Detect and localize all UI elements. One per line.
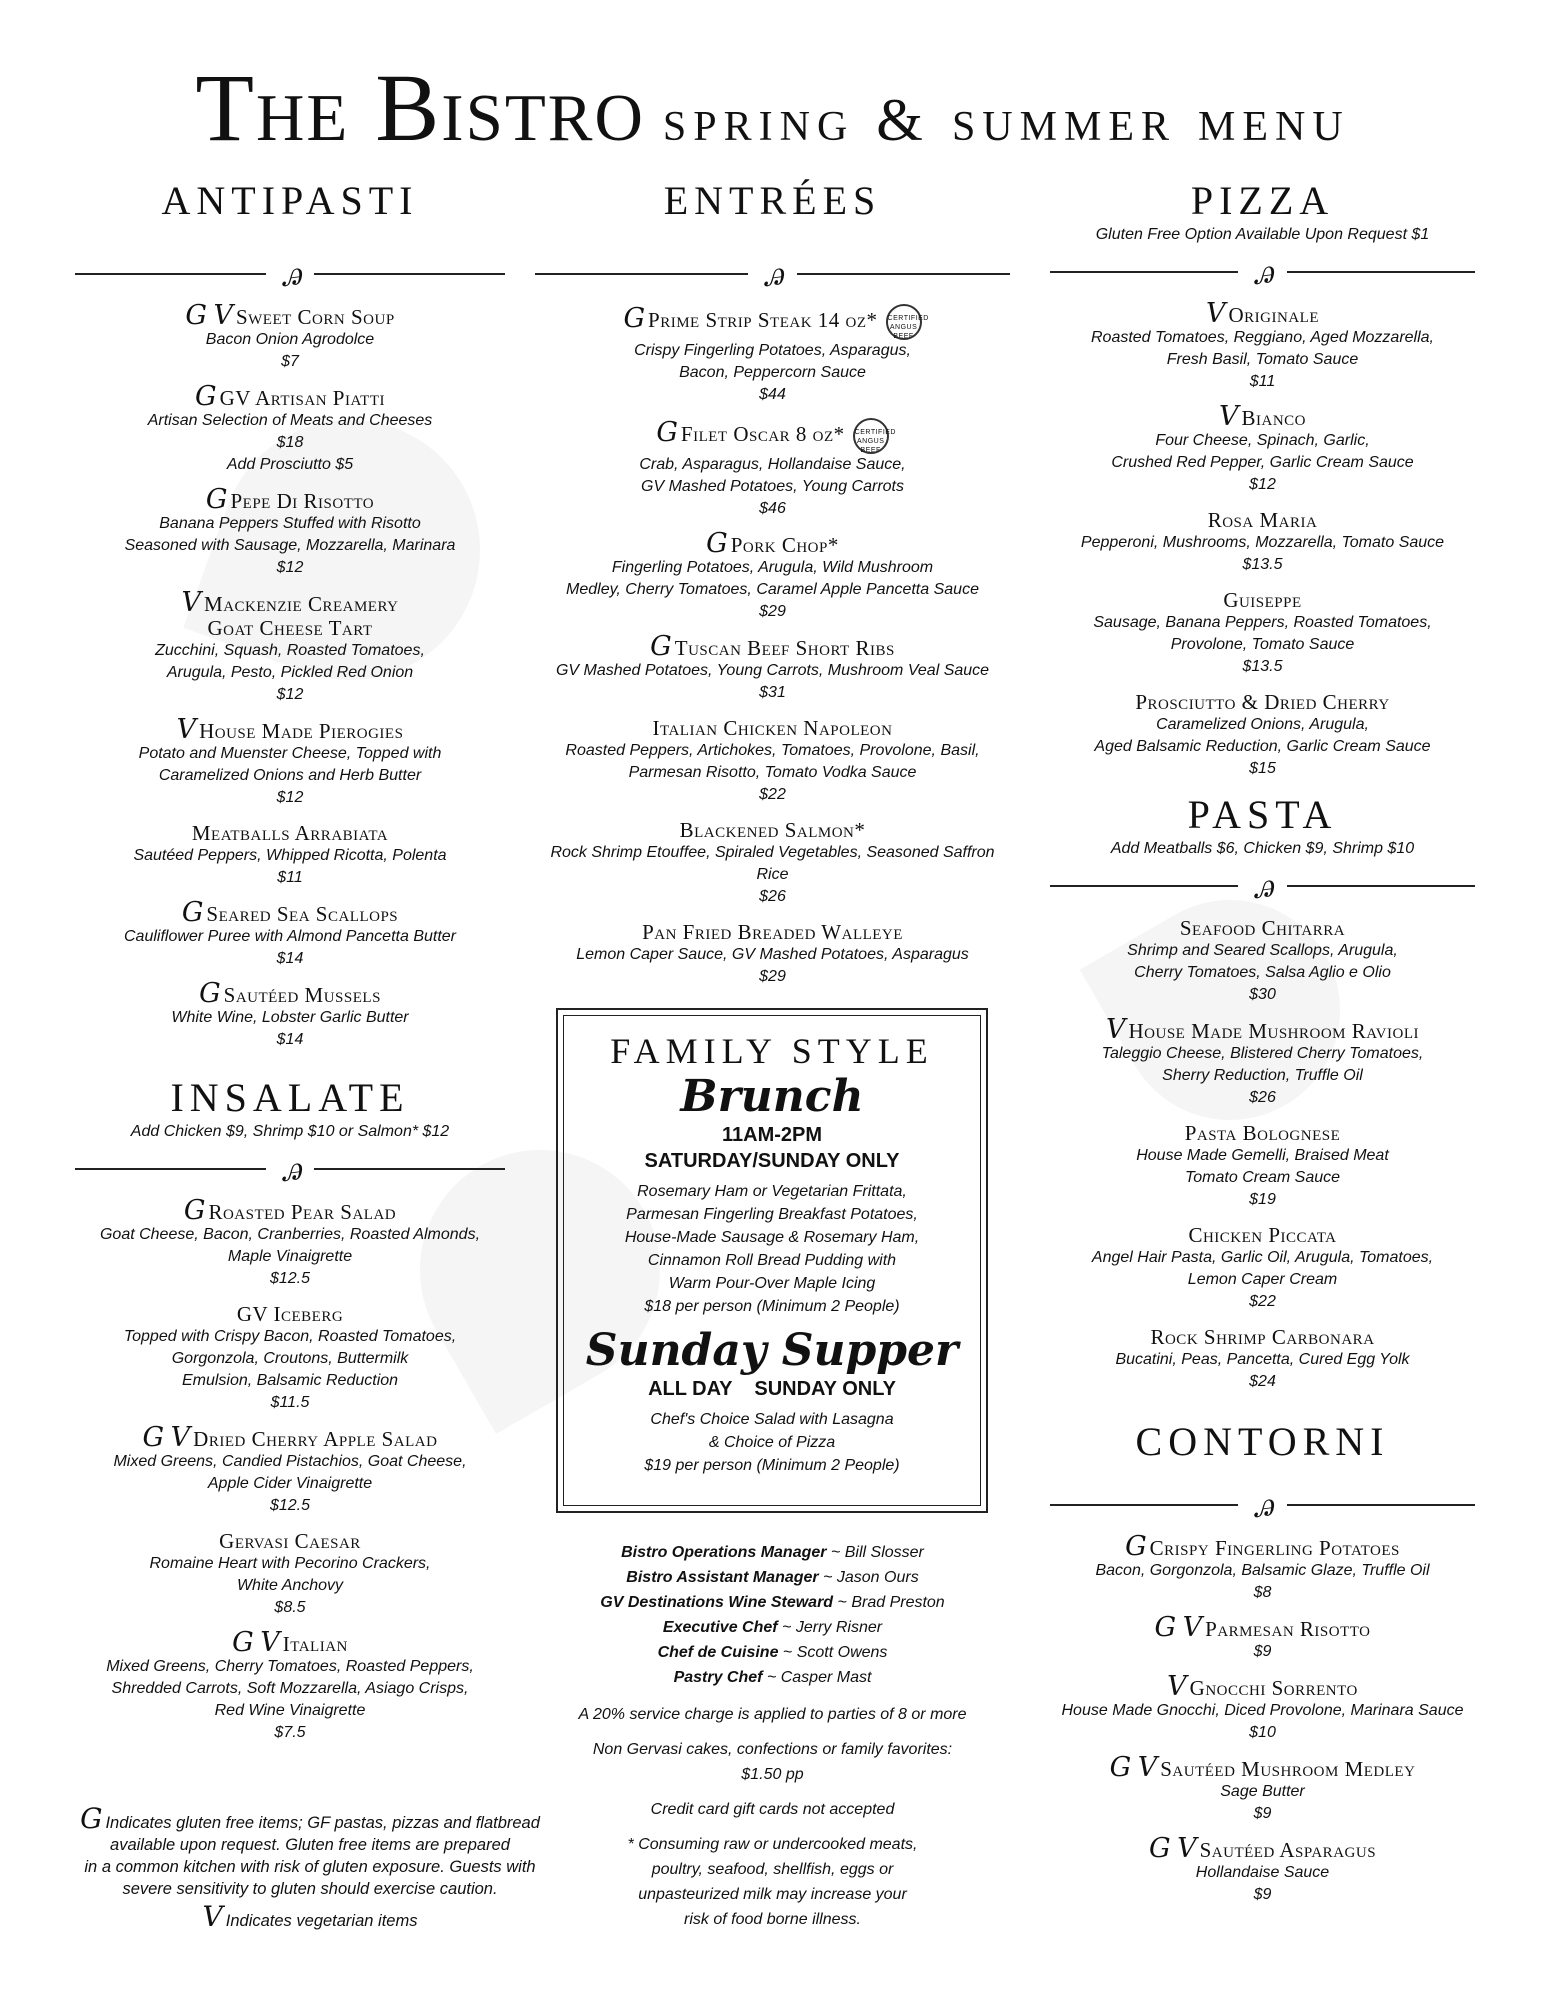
flourish-icon: ꭿ bbox=[1249, 250, 1276, 294]
family-style-box bbox=[556, 1008, 988, 1513]
item-name: House Made Pierogies bbox=[199, 719, 404, 743]
menu-item bbox=[75, 587, 505, 706]
item-description: Cauliflower Puree with Almond Pancetta Butter bbox=[123, 928, 456, 945]
section-note bbox=[75, 226, 505, 246]
certified-angus-beef-icon: CERTIFIED ANGUS BEEF bbox=[886, 304, 922, 340]
item-description: Four Cheese, Spinach, Garlic, Crushed Red Pepper, Garlic Cream Sauce bbox=[1111, 432, 1414, 471]
dietary-mark-icon: G bbox=[650, 631, 671, 662]
item-name-line bbox=[1050, 1531, 1475, 1562]
item-name: Pasta Bolognese bbox=[1184, 1121, 1341, 1145]
menu-item bbox=[1050, 1121, 1475, 1211]
item-description: White Wine, Lobster Garlic Butter bbox=[171, 1009, 409, 1026]
section-note: Add Chicken $9, Shrimp $10 or Salmon* $12 bbox=[130, 1123, 450, 1140]
staff-name: ~ Bill Slosser bbox=[830, 1544, 924, 1561]
sunday-supper-description: Chef's Choice Salad with Lasagna & Choice of Pizza $19 per person (Minimum 2 People) bbox=[644, 1411, 900, 1474]
staff-row bbox=[535, 1590, 1010, 1615]
column-left bbox=[75, 178, 505, 1756]
menu-item bbox=[1050, 1752, 1475, 1825]
item-description: Roasted Peppers, Artichokes, Tomatoes, Provolone, Basil, Parmesan Risotto, Tomato Vodka Sauce bbox=[565, 742, 980, 781]
staff-list bbox=[535, 1540, 1010, 1690]
restaurant-name: The Bistro bbox=[195, 54, 645, 161]
menu-item bbox=[535, 818, 1010, 908]
item-name: Pan Fried Breaded Walleye bbox=[642, 920, 903, 944]
item-name-line bbox=[1050, 1223, 1475, 1247]
dietary-mark-icon: G bbox=[623, 302, 645, 334]
item-name: Guiseppe bbox=[1223, 588, 1302, 612]
item-price: $12 bbox=[276, 686, 304, 703]
item-name: Pork Chop* bbox=[730, 533, 839, 557]
item-price: $12 bbox=[276, 789, 304, 806]
section-note bbox=[1050, 1467, 1475, 1477]
item-description: Bacon, Gorgonzola, Balsamic Glaze, Truffle Oil bbox=[1095, 1562, 1430, 1579]
item-name-line bbox=[75, 1195, 505, 1226]
item-name: Sautéed Mushroom Medley bbox=[1160, 1757, 1416, 1781]
item-name: Sautéed Asparagus bbox=[1199, 1838, 1377, 1862]
menu-item bbox=[75, 1529, 505, 1619]
item-name-line bbox=[75, 821, 505, 845]
gluten-free-legend-text: Indicates gluten free items; GF pastas, pizzas and flatbread available upon request. Gluten free items are prepared in a common kitchen with risk of gluten exposure. Guests with severe sensitivity to gluten should exercise caution. bbox=[84, 1814, 540, 1898]
item-price: $12 bbox=[276, 559, 304, 576]
dietary-mark-icon: V bbox=[1106, 1014, 1125, 1045]
section-heading: PIZZA bbox=[1190, 178, 1335, 223]
section-entrees bbox=[535, 178, 1010, 988]
menu-item bbox=[75, 714, 505, 809]
page-title bbox=[0, 52, 1545, 163]
menu-item bbox=[1050, 690, 1475, 780]
staff-role: Pastry Chef bbox=[673, 1669, 763, 1686]
item-name-line bbox=[1050, 1121, 1475, 1145]
item-description: Sausage, Banana Peppers, Roasted Tomatoes, Provolone, Tomato Sauce bbox=[1093, 614, 1432, 653]
dietary-mark-icon: G bbox=[706, 528, 727, 559]
item-name: Chicken Piccata bbox=[1188, 1223, 1337, 1247]
menu-item bbox=[1050, 1531, 1475, 1604]
item-name-line bbox=[75, 714, 505, 745]
item-name-line bbox=[1050, 508, 1475, 532]
item-description: Artisan Selection of Meats and Cheeses bbox=[147, 412, 433, 429]
staff-name: ~ Scott Owens bbox=[782, 1644, 888, 1661]
item-name-line bbox=[1050, 690, 1475, 714]
item-description: Rock Shrimp Etouffee, Spiraled Vegetables, Seasoned Saffron Rice bbox=[550, 844, 995, 883]
item-name: Gnocchi Sorrento bbox=[1189, 1676, 1358, 1700]
item-name-line bbox=[1050, 1014, 1475, 1045]
item-name: Roasted Pear Salad bbox=[208, 1200, 397, 1224]
staff-name: ~ Jason Ours bbox=[823, 1569, 919, 1586]
menu-subtitle: spring & summer menu bbox=[662, 87, 1350, 153]
item-description: Goat Cheese, Bacon, Cranberries, Roasted Almonds, Maple Vinaigrette bbox=[99, 1226, 481, 1265]
item-name-line bbox=[1050, 401, 1475, 432]
item-name: Pepe Di Risotto bbox=[230, 489, 375, 513]
menu-item bbox=[1050, 1014, 1475, 1109]
section-heading: CONTORNI bbox=[1135, 1419, 1390, 1464]
brunch-title: Brunch bbox=[680, 1071, 864, 1122]
dietary-mark-icon: G V bbox=[232, 1627, 279, 1658]
item-name: Rosa Maria bbox=[1207, 508, 1318, 532]
staff-name: ~ Brad Preston bbox=[837, 1594, 945, 1611]
item-price: $9 bbox=[1253, 1805, 1272, 1822]
menu-item bbox=[75, 1627, 505, 1744]
dietary-mark-icon: G V bbox=[1148, 1833, 1196, 1864]
item-name-line bbox=[75, 1422, 505, 1453]
item-name-line bbox=[75, 978, 505, 1009]
item-price: $14 bbox=[276, 950, 304, 967]
vegetarian-legend bbox=[60, 1900, 560, 1933]
dietary-mark-icon: G bbox=[656, 416, 677, 448]
item-name-line bbox=[1050, 588, 1475, 612]
section-heading: INSALATE bbox=[170, 1075, 410, 1120]
menu-item bbox=[535, 304, 1010, 406]
item-price: $12 bbox=[1249, 476, 1276, 493]
staff-role: Chef de Cuisine bbox=[657, 1644, 779, 1661]
item-name-line bbox=[1050, 298, 1475, 329]
section-note: Gluten Free Option Available Upon Request $1 bbox=[1095, 226, 1430, 243]
item-price: $10 bbox=[1249, 1724, 1276, 1741]
item-description: House Made Gemelli, Braised Meat Tomato Cream Sauce bbox=[1136, 1147, 1389, 1186]
item-name: Crispy Fingerling Potatoes bbox=[1149, 1536, 1400, 1560]
flourish-icon: ꭿ bbox=[1249, 1483, 1276, 1527]
item-price: $13.5 bbox=[1242, 556, 1283, 573]
staff-name: ~ Casper Mast bbox=[766, 1669, 872, 1686]
dietary-mark-icon: G bbox=[205, 484, 227, 515]
item-name: Gervasi Caesar bbox=[219, 1529, 361, 1553]
divider bbox=[75, 254, 505, 294]
dietary-mark-icon: V bbox=[176, 714, 196, 745]
item-description: Pepperoni, Mushrooms, Mozzarella, Tomato Sauce bbox=[1080, 534, 1445, 551]
item-name: Italian bbox=[282, 1632, 348, 1656]
item-description: Caramelized Onions, Arugula, Aged Balsamic Reduction, Garlic Cream Sauce bbox=[1094, 716, 1431, 755]
item-description: Sautéed Peppers, Whipped Ricotta, Polenta bbox=[133, 847, 447, 864]
item-name-line bbox=[1050, 1833, 1475, 1864]
notes-list bbox=[535, 1702, 1010, 1932]
section-heading: PASTA bbox=[1187, 792, 1338, 837]
item-price: $11 bbox=[1249, 373, 1276, 390]
item-price: $46 bbox=[759, 500, 786, 517]
item-name-line bbox=[75, 1302, 505, 1326]
item-price: $12.5 bbox=[269, 1497, 311, 1514]
menu-item bbox=[75, 897, 505, 970]
item-price: $30 bbox=[1249, 986, 1276, 1003]
staff-role: GV Destinations Wine Steward bbox=[600, 1594, 834, 1611]
dietary-mark-icon: G V bbox=[185, 300, 232, 331]
menu-item bbox=[535, 631, 1010, 704]
menu-item bbox=[535, 920, 1010, 988]
brunch-time: 11AM-2PM bbox=[721, 1124, 823, 1146]
menu-item bbox=[75, 300, 505, 373]
family-style-heading: FAMILY STYLE bbox=[610, 1031, 934, 1071]
item-description: GV Mashed Potatoes, Young Carrots, Mushroom Veal Sauce bbox=[555, 662, 990, 679]
flourish-icon: ꭿ bbox=[759, 252, 786, 296]
item-description: Angel Hair Pasta, Garlic Oil, Arugula, Tomatoes, Lemon Caper Cream bbox=[1091, 1249, 1434, 1288]
item-name: House Made Mushroom Ravioli bbox=[1128, 1019, 1419, 1043]
menu-item bbox=[75, 381, 505, 476]
item-name-line bbox=[535, 818, 1010, 842]
item-name: GV Artisan Piatti bbox=[219, 386, 385, 410]
item-name: Originale bbox=[1228, 303, 1319, 327]
staff-and-notes bbox=[535, 1540, 1010, 1942]
divider bbox=[1050, 252, 1475, 292]
item-name-line bbox=[535, 418, 1010, 454]
item-description: Lemon Caper Sauce, GV Mashed Potatoes, Asparagus bbox=[576, 946, 969, 963]
item-description: Crab, Asparagus, Hollandaise Sauce, GV Mashed Potatoes, Young Carrots bbox=[639, 456, 906, 495]
staff-row bbox=[535, 1540, 1010, 1565]
item-description: Topped with Crispy Bacon, Roasted Tomatoes, Gorgonzola, Croutons, Buttermilk Emulsion, Balsamic Reduction bbox=[123, 1328, 457, 1389]
item-name: Mackenzie Creamery bbox=[204, 592, 399, 616]
item-price: $18 bbox=[276, 434, 304, 451]
item-name: Seafood Chitarra bbox=[1179, 916, 1346, 940]
item-name-line bbox=[1050, 1752, 1475, 1783]
dietary-mark-icon: G V bbox=[142, 1422, 190, 1453]
item-name: Sweet Corn Soup bbox=[235, 305, 395, 329]
menu-item bbox=[1050, 916, 1475, 1006]
vegetarian-icon: V bbox=[202, 1900, 222, 1933]
item-price: $26 bbox=[1249, 1089, 1276, 1106]
menu-note: A 20% service charge is applied to parties of 8 or more bbox=[578, 1706, 967, 1723]
menu-item bbox=[1050, 1223, 1475, 1313]
divider bbox=[75, 1149, 505, 1189]
item-add-on: Add Prosciutto $5 bbox=[226, 456, 354, 473]
menu-item bbox=[75, 484, 505, 579]
item-name-line bbox=[535, 631, 1010, 662]
item-price: $22 bbox=[1249, 1293, 1276, 1310]
item-price: $9 bbox=[1253, 1886, 1272, 1903]
dietary-mark-icon: G V bbox=[1154, 1612, 1202, 1643]
menu-note: Non Gervasi cakes, confections or family favorites: $1.50 pp bbox=[592, 1741, 953, 1783]
item-description: Zucchini, Squash, Roasted Tomatoes, Arugula, Pesto, Pickled Red Onion bbox=[155, 642, 425, 681]
item-name-line bbox=[75, 587, 505, 618]
item-name-continued: Goat Cheese Tart bbox=[207, 616, 373, 640]
section-pasta bbox=[1050, 792, 1475, 1393]
item-description: Mixed Greens, Candied Pistachios, Goat Cheese, Apple Cider Vinaigrette bbox=[113, 1453, 467, 1492]
item-description: Crispy Fingerling Potatoes, Asparagus, Bacon, Peppercorn Sauce bbox=[634, 342, 911, 381]
item-price: $8.5 bbox=[274, 1599, 306, 1616]
item-name: Parmesan Risotto bbox=[1205, 1617, 1371, 1641]
dietary-mark-icon: V bbox=[181, 587, 201, 618]
item-description: House Made Gnocchi, Diced Provolone, Marinara Sauce bbox=[1061, 1702, 1464, 1719]
menu-item bbox=[1050, 401, 1475, 496]
item-description: Bacon Onion Agrodolce bbox=[205, 331, 375, 348]
item-name: Meatballs Arrabiata bbox=[191, 821, 389, 845]
item-price: $24 bbox=[1249, 1373, 1276, 1390]
item-name-line bbox=[75, 300, 505, 331]
menu-note: Credit card gift cards not accepted bbox=[650, 1801, 895, 1818]
item-price: $29 bbox=[759, 603, 786, 620]
item-price: $26 bbox=[759, 888, 786, 905]
item-name-line bbox=[75, 897, 505, 928]
item-description: Fingerling Potatoes, Arugula, Wild Mushroom Medley, Cherry Tomatoes, Caramel Apple Pancetta Sauce bbox=[566, 559, 979, 598]
item-description: Potato and Muenster Cheese, Topped with Caramelized Onions and Herb Butter bbox=[138, 745, 442, 784]
item-description: Shrimp and Seared Scallops, Arugula, Cherry Tomatoes, Salsa Aglio e Olio bbox=[1127, 942, 1398, 981]
item-description: Bucatini, Peas, Pancetta, Cured Egg Yolk bbox=[1115, 1351, 1410, 1368]
dietary-mark-icon: G bbox=[199, 978, 220, 1009]
staff-role: Bistro Operations Manager bbox=[621, 1544, 827, 1561]
column-middle bbox=[535, 178, 1010, 1000]
item-price: $12.5 bbox=[269, 1270, 311, 1287]
menu-item bbox=[535, 528, 1010, 623]
brunch-days: SATURDAY/SUNDAY ONLY bbox=[644, 1150, 900, 1172]
section-heading: ENTRÉES bbox=[663, 178, 882, 223]
brunch-description: Rosemary Ham or Vegetarian Frittata, Parmesan Fingerling Breakfast Potatoes, House-Made Sausage & Rosemary Ham, Cinnamon Roll Bread Pudding with Warm Pour-Over Maple Icing $18 per person (Minimum 2 People) bbox=[624, 1183, 920, 1315]
sunday-supper-when: ALL DAY SUNDAY ONLY bbox=[648, 1378, 896, 1400]
gluten-free-icon: G bbox=[80, 1802, 102, 1835]
item-price: $15 bbox=[1249, 760, 1276, 777]
dietary-mark-icon: G bbox=[183, 1195, 205, 1226]
dietary-mark-icon: G bbox=[181, 897, 203, 928]
item-name-line bbox=[75, 381, 505, 412]
section-insalate bbox=[75, 1075, 505, 1744]
item-name: Sautéed Mussels bbox=[223, 983, 381, 1007]
item-price: $7 bbox=[281, 353, 299, 370]
dietary-mark-icon: G V bbox=[1109, 1752, 1157, 1783]
menu-item bbox=[535, 418, 1010, 520]
menu-item bbox=[1050, 298, 1475, 393]
item-name-line bbox=[535, 528, 1010, 559]
item-price: $22 bbox=[759, 786, 786, 803]
dietary-mark-icon: G bbox=[195, 381, 216, 412]
vegetarian-legend-text: Indicates vegetarian items bbox=[225, 1912, 418, 1930]
item-price: $7.5 bbox=[274, 1724, 306, 1741]
certified-angus-beef-icon: CERTIFIED ANGUS BEEF bbox=[853, 418, 889, 454]
item-price: $11 bbox=[277, 869, 303, 886]
menu-item bbox=[1050, 508, 1475, 576]
item-name-line bbox=[1050, 1612, 1475, 1643]
staff-role: Bistro Assistant Manager bbox=[626, 1569, 819, 1586]
section-note: Add Meatballs $6, Chicken $9, Shrimp $10 bbox=[1110, 840, 1415, 857]
item-price: $8 bbox=[1253, 1584, 1272, 1601]
menu-item bbox=[1050, 1671, 1475, 1744]
item-name: Bianco bbox=[1241, 406, 1306, 430]
item-description: Romaine Heart with Pecorino Crackers, White Anchovy bbox=[149, 1555, 431, 1594]
section-pizza bbox=[1050, 178, 1475, 780]
menu-item bbox=[75, 1302, 505, 1414]
item-name: Italian Chicken Napoleon bbox=[652, 716, 893, 740]
menu-item bbox=[1050, 588, 1475, 678]
item-name: Prime Strip Steak 14 oz* bbox=[648, 307, 878, 332]
menu-item bbox=[75, 978, 505, 1051]
staff-row bbox=[535, 1665, 1010, 1690]
staff-row bbox=[535, 1615, 1010, 1640]
item-name-line bbox=[535, 920, 1010, 944]
column-right bbox=[1050, 178, 1475, 1918]
menu-item bbox=[75, 1422, 505, 1517]
section-antipasti bbox=[75, 178, 505, 1051]
menu-item bbox=[1050, 1612, 1475, 1663]
menu-note: * Consuming raw or undercooked meats, poultry, seafood, shellfish, eggs or unpasteurized milk may increase your risk of food borne illness. bbox=[627, 1836, 918, 1928]
item-description: Banana Peppers Stuffed with Risotto Seasoned with Sausage, Mozzarella, Marinara bbox=[124, 515, 456, 554]
item-price: $19 bbox=[1249, 1191, 1276, 1208]
staff-row bbox=[535, 1565, 1010, 1590]
section-heading: ANTIPASTI bbox=[161, 178, 419, 223]
item-description: Sage Butter bbox=[1220, 1783, 1305, 1800]
gluten-free-legend bbox=[60, 1802, 560, 1900]
item-price: $29 bbox=[759, 968, 786, 985]
dietary-mark-icon: G bbox=[1125, 1531, 1146, 1562]
item-description: Hollandaise Sauce bbox=[1195, 1864, 1330, 1881]
staff-row bbox=[535, 1640, 1010, 1665]
menu-item bbox=[535, 716, 1010, 806]
menu-item bbox=[75, 1195, 505, 1290]
item-price: $9 bbox=[1253, 1643, 1272, 1660]
item-name-line bbox=[75, 484, 505, 515]
staff-role: Executive Chef bbox=[662, 1619, 778, 1636]
item-name-line bbox=[1050, 1325, 1475, 1349]
item-price: $31 bbox=[759, 684, 786, 701]
item-name: Rock Shrimp Carbonara bbox=[1150, 1325, 1375, 1349]
flourish-icon: ꭿ bbox=[277, 252, 303, 296]
item-price: $44 bbox=[759, 386, 786, 403]
item-description: Mixed Greens, Cherry Tomatoes, Roasted Peppers, Shredded Carrots, Soft Mozzarella, Asiago Crisps, Red Wine Vinaigrette bbox=[106, 1658, 474, 1719]
item-name-line bbox=[75, 1627, 505, 1658]
menu-item bbox=[1050, 1325, 1475, 1393]
dietary-mark-icon: V bbox=[1218, 401, 1238, 432]
item-price: $13.5 bbox=[1242, 658, 1283, 675]
dietary-mark-icon: V bbox=[1206, 298, 1225, 329]
section-contorni bbox=[1050, 1419, 1475, 1906]
item-name: Tuscan Beef Short Ribs bbox=[674, 636, 895, 660]
menu-item bbox=[75, 821, 505, 889]
item-name-line bbox=[1050, 916, 1475, 940]
item-name: Filet Oscar 8 oz* bbox=[680, 421, 845, 446]
item-name: Seared Sea Scallops bbox=[206, 902, 399, 926]
item-name: Prosciutto & Dried Cherry bbox=[1135, 690, 1390, 714]
section-note bbox=[535, 226, 1010, 246]
item-name-line bbox=[535, 716, 1010, 740]
item-name: GV Iceberg bbox=[236, 1302, 344, 1326]
divider bbox=[535, 254, 1010, 294]
item-name-line bbox=[1050, 1671, 1475, 1702]
item-name-line bbox=[75, 1529, 505, 1553]
dietary-legend bbox=[60, 1802, 560, 1933]
sunday-supper-title: Sunday Supper bbox=[585, 1325, 959, 1376]
dietary-mark-icon: V bbox=[1167, 1671, 1186, 1702]
item-price: $14 bbox=[276, 1031, 304, 1048]
item-description: Roasted Tomatoes, Reggiano, Aged Mozzarella, Fresh Basil, Tomato Sauce bbox=[1090, 329, 1434, 368]
item-price: $11.5 bbox=[270, 1394, 310, 1411]
item-name-line bbox=[535, 304, 1010, 340]
divider bbox=[1050, 1485, 1475, 1525]
flourish-icon: ꭿ bbox=[1249, 864, 1276, 908]
item-description: Taleggio Cheese, Blistered Cherry Tomatoes, Sherry Reduction, Truffle Oil bbox=[1101, 1045, 1424, 1084]
menu-item bbox=[1050, 1833, 1475, 1906]
item-name: Blackened Salmon* bbox=[679, 818, 866, 842]
staff-name: ~ Jerry Risner bbox=[782, 1619, 883, 1636]
divider bbox=[1050, 866, 1475, 906]
flourish-icon: ꭿ bbox=[277, 1147, 303, 1191]
item-name: Dried Cherry Apple Salad bbox=[193, 1427, 438, 1451]
